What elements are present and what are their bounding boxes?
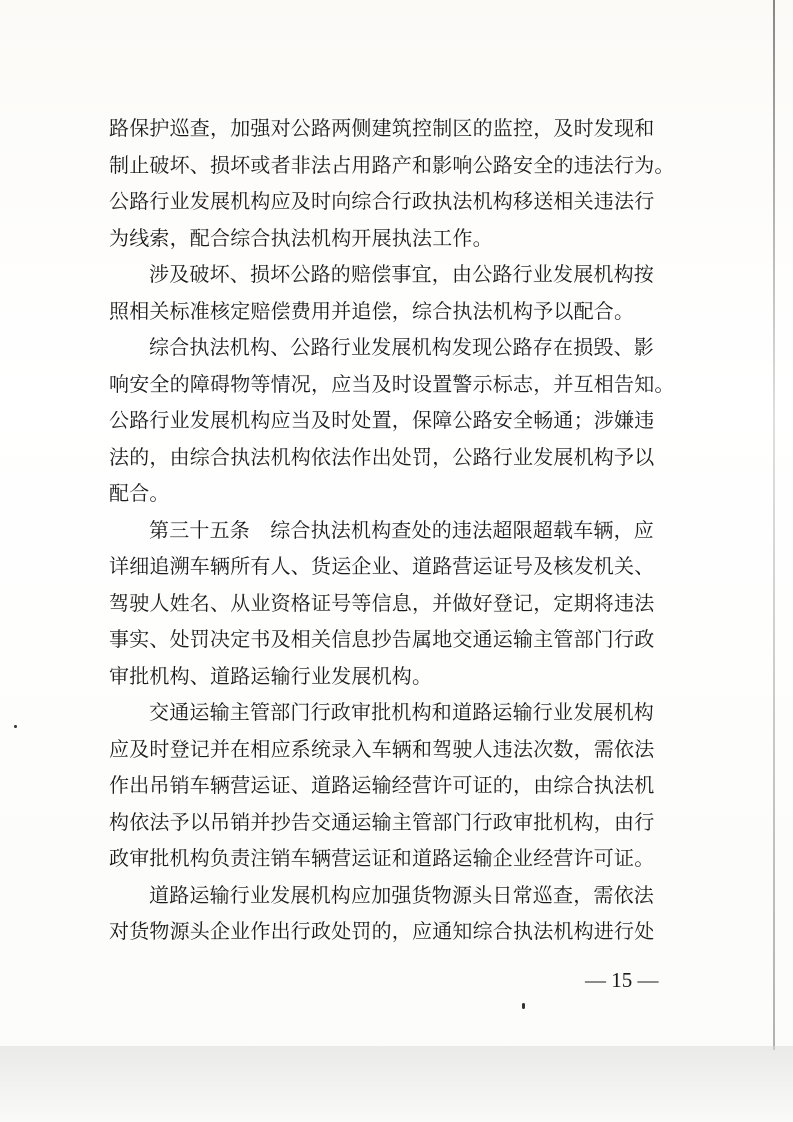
text-line: 为线索，配合综合执法机构开展执法工作。 xyxy=(109,225,493,250)
scan-speck xyxy=(522,1003,525,1009)
text-line: 照相关标准核定赔偿费用并追偿，综合执法机构予以配合。 xyxy=(109,298,635,323)
scan-edge-line xyxy=(773,0,775,1050)
text-line: 交通运输主管部门行政审批机构和道路运输行业发展机构 xyxy=(149,700,654,724)
text-line: 公路行业发展机构应及时向综合行政执法机构移送相关违法行 xyxy=(109,189,655,213)
article-heading-line: 第三十五条 综合执法机构查处的违法超限超载车辆，应 xyxy=(149,517,654,542)
text-line: 响安全的障碍物等情况，应当及时设置警示标志，并互相告知。 xyxy=(109,371,675,396)
scan-bottom-shadow xyxy=(0,1046,793,1122)
scan-speck xyxy=(14,725,17,728)
text-line: 涉及破坏、损坏公路的赔偿事宜，由公路行业发展机构按 xyxy=(149,262,654,286)
text-line: 综合执法机构、公路行业发展机构发现公路存在损毁、影 xyxy=(149,335,654,359)
text-line: 法的，由综合执法机构依法作出处罚，公路行业发展机构予以 xyxy=(109,444,655,469)
text-line: 路保护巡查，加强对公路两侧建筑控制区的监控，及时发现和 xyxy=(109,116,655,140)
text-line: 构依法予以吊销并抄告交通运输主管部门行政审批机构，由行 xyxy=(109,809,655,834)
text-line: 对货物源头企业作出行政处罚的，应通知综合执法机构进行处 xyxy=(109,919,655,943)
text-line: 应及时登记并在相应系统录入车辆和驾驶人违法次数，需依法 xyxy=(109,736,655,761)
text-line: 制止破坏、损坏或者非法占用路产和影响公路安全的违法行为。 xyxy=(109,152,675,177)
body-text xyxy=(109,110,689,950)
text-line: 公路行业发展机构应当及时处置，保障公路安全畅通；涉嫌违 xyxy=(109,408,655,432)
text-line: 事实、处罚决定书及相关信息抄告属地交通运输主管部门行政 xyxy=(109,627,655,651)
text-line: 审批机构、道路运输行业发展机构。 xyxy=(109,663,433,688)
text-line: 作出吊销车辆营运证、道路运输经营许可证的，由综合执法机 xyxy=(109,773,655,797)
text-line: 驾驶人姓名、从业资格证号等信息，并做好登记，定期将违法 xyxy=(109,590,655,615)
text-line: 道路运输行业发展机构应加强货物源头日常巡查，需依法 xyxy=(149,882,654,907)
text-line: 配合。 xyxy=(109,481,170,505)
page-number: — 15 — xyxy=(585,968,659,992)
text-line: 政审批机构负责注销车辆营运证和道路运输企业经营许可证。 xyxy=(109,846,655,870)
text-line: 详细追溯车辆所有人、货运企业、道路营运证号及核发机关、 xyxy=(109,554,655,578)
